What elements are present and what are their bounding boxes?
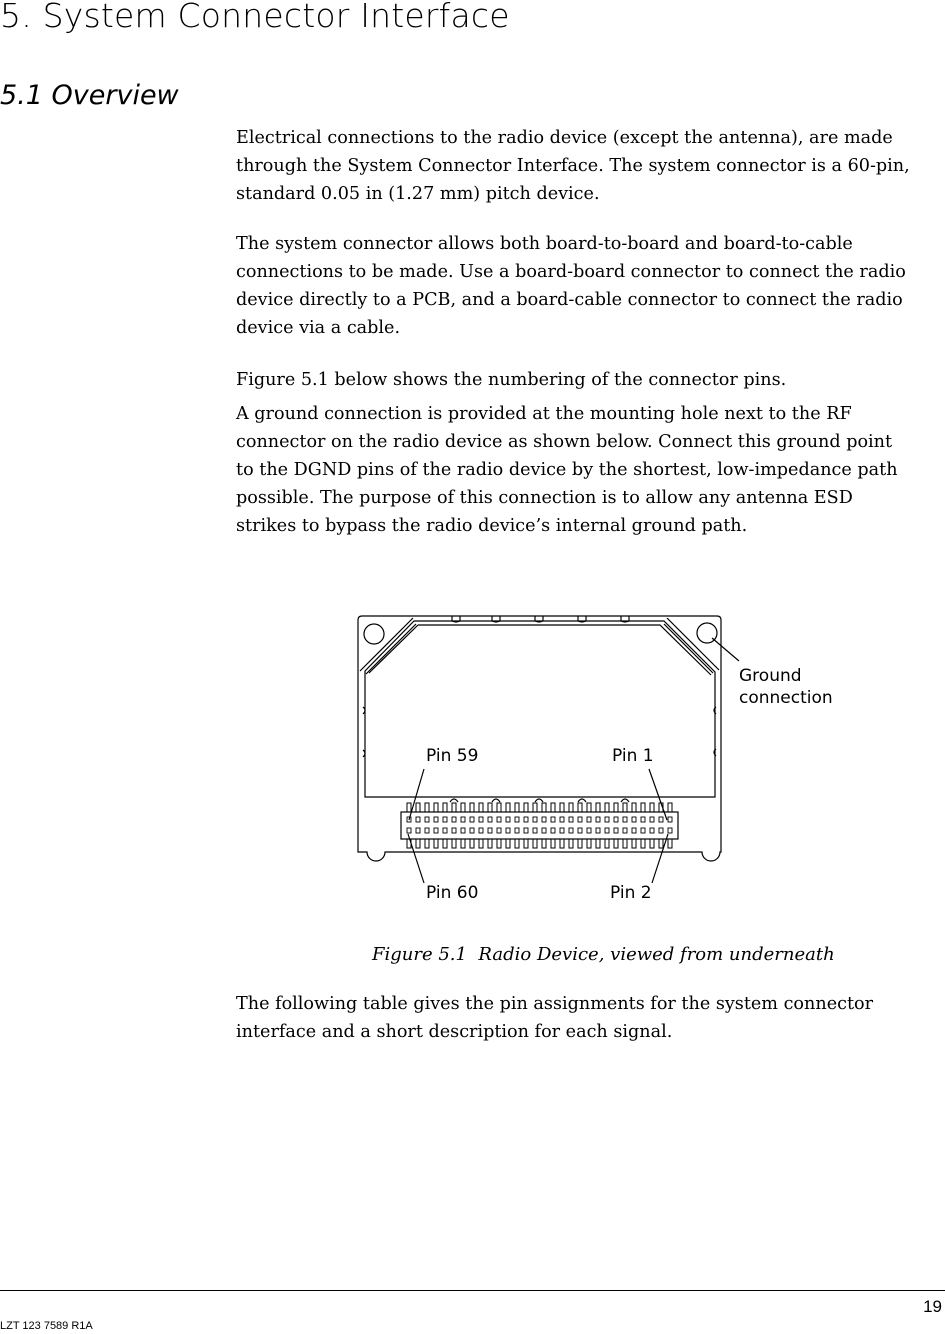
pin-lead bbox=[524, 803, 528, 812]
pin-pad bbox=[659, 817, 663, 822]
pin-lead bbox=[659, 839, 663, 848]
pin-pad bbox=[533, 828, 537, 833]
pin-pad bbox=[425, 817, 429, 822]
pin-lead bbox=[425, 803, 429, 812]
pin-pad bbox=[587, 817, 591, 822]
paragraph-line: device via a cable. bbox=[236, 318, 401, 338]
pin2-label: Pin 2 bbox=[610, 883, 652, 903]
pin-pad bbox=[632, 817, 636, 822]
pin-lead bbox=[533, 803, 537, 812]
pin-lead bbox=[578, 803, 582, 812]
pin-pad bbox=[488, 817, 492, 822]
pin-lead bbox=[416, 839, 420, 848]
board-outline bbox=[358, 616, 721, 861]
paragraph-3 bbox=[236, 366, 942, 394]
pin-lead bbox=[560, 839, 564, 848]
pin-pad bbox=[560, 817, 564, 822]
pin-pad bbox=[605, 828, 609, 833]
pin-lead bbox=[632, 803, 636, 812]
pin-lead bbox=[515, 803, 519, 812]
pin-lead bbox=[443, 803, 447, 812]
pin-lead bbox=[614, 803, 618, 812]
pin-pad bbox=[425, 828, 429, 833]
caption-number: Figure 5.1 bbox=[372, 944, 467, 965]
pin-lead bbox=[461, 803, 465, 812]
pin-lead bbox=[452, 803, 456, 812]
pin-pad bbox=[506, 828, 510, 833]
pin-lead bbox=[533, 839, 537, 848]
pin1-label: Pin 1 bbox=[612, 746, 654, 766]
pin-lead bbox=[587, 839, 591, 848]
pin-lead bbox=[605, 839, 609, 848]
pin-pad bbox=[461, 817, 465, 822]
paragraph-line: A ground connection is provided at the mounting hole next to the RF bbox=[236, 404, 852, 424]
pin-pad bbox=[470, 828, 474, 833]
pin-pad bbox=[659, 828, 663, 833]
pin-pad bbox=[407, 828, 411, 833]
pin-lead bbox=[623, 803, 627, 812]
paragraph-line: connections to be made. Use a board-board connector to connect the radio bbox=[236, 262, 906, 282]
paragraph-line: Electrical connections to the radio device (except the antenna), are made bbox=[236, 128, 893, 148]
pin-pad bbox=[524, 828, 528, 833]
pin-pad bbox=[650, 828, 654, 833]
pin-lead bbox=[515, 839, 519, 848]
pin-lead bbox=[416, 803, 420, 812]
pin-lead bbox=[479, 803, 483, 812]
pin-pad bbox=[569, 817, 573, 822]
pin-pad bbox=[470, 817, 474, 822]
pin-lead bbox=[452, 839, 456, 848]
pin-pad bbox=[443, 817, 447, 822]
pin-lead bbox=[605, 803, 609, 812]
pin-pad bbox=[515, 828, 519, 833]
pin-lead bbox=[551, 839, 555, 848]
pin-lead bbox=[560, 803, 564, 812]
pin-lead bbox=[470, 839, 474, 848]
pin-pad bbox=[551, 817, 555, 822]
pin-lead bbox=[578, 839, 582, 848]
pin-pad bbox=[614, 817, 618, 822]
pin-lead bbox=[425, 839, 429, 848]
paragraph-line: connector on the radio device as shown below. Connect this ground point bbox=[236, 432, 893, 452]
pin-pad bbox=[434, 817, 438, 822]
paragraph-line: The system connector allows both board-to-board and board-to-cable bbox=[236, 234, 853, 254]
pin-lead bbox=[488, 803, 492, 812]
pin-lead bbox=[506, 839, 510, 848]
pin-lead bbox=[596, 803, 600, 812]
ground-leader-line bbox=[712, 638, 739, 661]
pin-pad bbox=[416, 828, 420, 833]
pin-lead bbox=[407, 803, 411, 812]
pin-pad bbox=[461, 828, 465, 833]
pin-pad bbox=[506, 817, 510, 822]
pin-pad bbox=[497, 817, 501, 822]
pin-pad bbox=[587, 828, 591, 833]
pin-lead bbox=[650, 839, 654, 848]
page-number: 19 bbox=[923, 1297, 942, 1316]
pin-pad bbox=[578, 817, 582, 822]
pin-pad bbox=[560, 828, 564, 833]
pin-lead bbox=[623, 839, 627, 848]
footer-rule bbox=[0, 1290, 945, 1291]
pin-lead bbox=[443, 839, 447, 848]
pin-lead bbox=[488, 839, 492, 848]
pin-lead bbox=[569, 839, 573, 848]
pin-pad bbox=[641, 828, 645, 833]
system-connector-body bbox=[401, 812, 678, 839]
pin-pad bbox=[479, 817, 483, 822]
paragraph-line: The following table gives the pin assignments for the system connector bbox=[236, 994, 874, 1014]
pin-pad bbox=[650, 817, 654, 822]
section-heading: 5.1 Overview bbox=[0, 80, 179, 111]
pin-pad bbox=[524, 817, 528, 822]
ground-label-line2: connection bbox=[739, 688, 833, 708]
pin-pad bbox=[542, 817, 546, 822]
pin-lead bbox=[587, 803, 591, 812]
pin-pad bbox=[533, 817, 537, 822]
pin-pad bbox=[479, 828, 483, 833]
paragraph-line: interface and a short description for each signal. bbox=[236, 1022, 673, 1042]
pin-lead bbox=[542, 803, 546, 812]
paragraph-2 bbox=[236, 230, 942, 342]
pin-pad bbox=[614, 828, 618, 833]
paragraph-4 bbox=[236, 400, 942, 540]
pin-pad bbox=[596, 817, 600, 822]
figure-caption bbox=[372, 944, 835, 965]
pin-pad bbox=[497, 828, 501, 833]
pin-lead bbox=[650, 803, 654, 812]
pin-pad bbox=[596, 828, 600, 833]
pin-pad bbox=[515, 817, 519, 822]
pin-pad bbox=[623, 828, 627, 833]
paragraph-1 bbox=[236, 124, 942, 208]
paragraph-line: device directly to a PCB, and a board-cable connector to connect the radio bbox=[236, 290, 903, 310]
pin-lead bbox=[641, 839, 645, 848]
chapter-heading: 5. System Connector Interface bbox=[0, 0, 510, 35]
caption-text: Radio Device, viewed from underneath bbox=[478, 944, 835, 965]
connector-pin-pads bbox=[407, 817, 672, 833]
pin-pad bbox=[605, 817, 609, 822]
ground-label-line1: Ground bbox=[739, 666, 802, 686]
pin-lead bbox=[479, 839, 483, 848]
pin-lead bbox=[641, 803, 645, 812]
paragraph-5 bbox=[236, 990, 942, 1046]
pin-lead bbox=[542, 839, 546, 848]
paragraph-line: to the DGND pins of the radio device by the shortest, low-impedance path bbox=[236, 460, 898, 480]
pin-lead bbox=[632, 839, 636, 848]
pin-pad bbox=[569, 828, 573, 833]
pin-lead bbox=[668, 839, 672, 848]
pin-lead bbox=[497, 839, 501, 848]
pin-lead bbox=[614, 839, 618, 848]
pin-pad bbox=[452, 828, 456, 833]
paragraph-line: through the System Connector Interface. The system connector is a 60-pin, bbox=[236, 156, 910, 176]
pin59-label: Pin 59 bbox=[426, 746, 479, 766]
pin-pad bbox=[578, 828, 582, 833]
paragraph-line: strikes to bypass the radio device’s internal ground path. bbox=[236, 516, 748, 536]
mounting-hole-left bbox=[364, 624, 384, 644]
shield-outline bbox=[365, 621, 715, 797]
pin-pad bbox=[623, 817, 627, 822]
pin-pad bbox=[641, 817, 645, 822]
pin-pad bbox=[488, 828, 492, 833]
radio-device-figure bbox=[350, 600, 870, 920]
document-id: LZT 123 7589 R1A bbox=[0, 1320, 93, 1332]
pin-pad bbox=[452, 817, 456, 822]
pin-pad bbox=[632, 828, 636, 833]
pin-lead bbox=[434, 803, 438, 812]
paragraph-line: standard 0.05 in (1.27 mm) pitch device. bbox=[236, 184, 600, 204]
pin-pad bbox=[443, 828, 447, 833]
paragraph-line: possible. The purpose of this connection is to allow any antenna ESD bbox=[236, 488, 853, 508]
connector-pin-leads bbox=[407, 803, 672, 848]
pin-lead bbox=[470, 803, 474, 812]
pin-lead bbox=[596, 839, 600, 848]
pin-lead bbox=[497, 803, 501, 812]
pin-pad bbox=[551, 828, 555, 833]
pin-lead bbox=[434, 839, 438, 848]
pin-pad bbox=[542, 828, 546, 833]
pin-lead bbox=[569, 803, 573, 812]
paragraph-line: Figure 5.1 below shows the numbering of the connector pins. bbox=[236, 370, 787, 390]
pin-pad bbox=[434, 828, 438, 833]
pin-lead bbox=[506, 803, 510, 812]
pin-pad bbox=[416, 817, 420, 822]
pin-pad bbox=[668, 817, 672, 822]
pin-lead bbox=[668, 803, 672, 812]
pin-lead bbox=[524, 839, 528, 848]
pin60-label: Pin 60 bbox=[426, 883, 479, 903]
pin-pad bbox=[668, 828, 672, 833]
pin-lead bbox=[461, 839, 465, 848]
pin-lead bbox=[551, 803, 555, 812]
